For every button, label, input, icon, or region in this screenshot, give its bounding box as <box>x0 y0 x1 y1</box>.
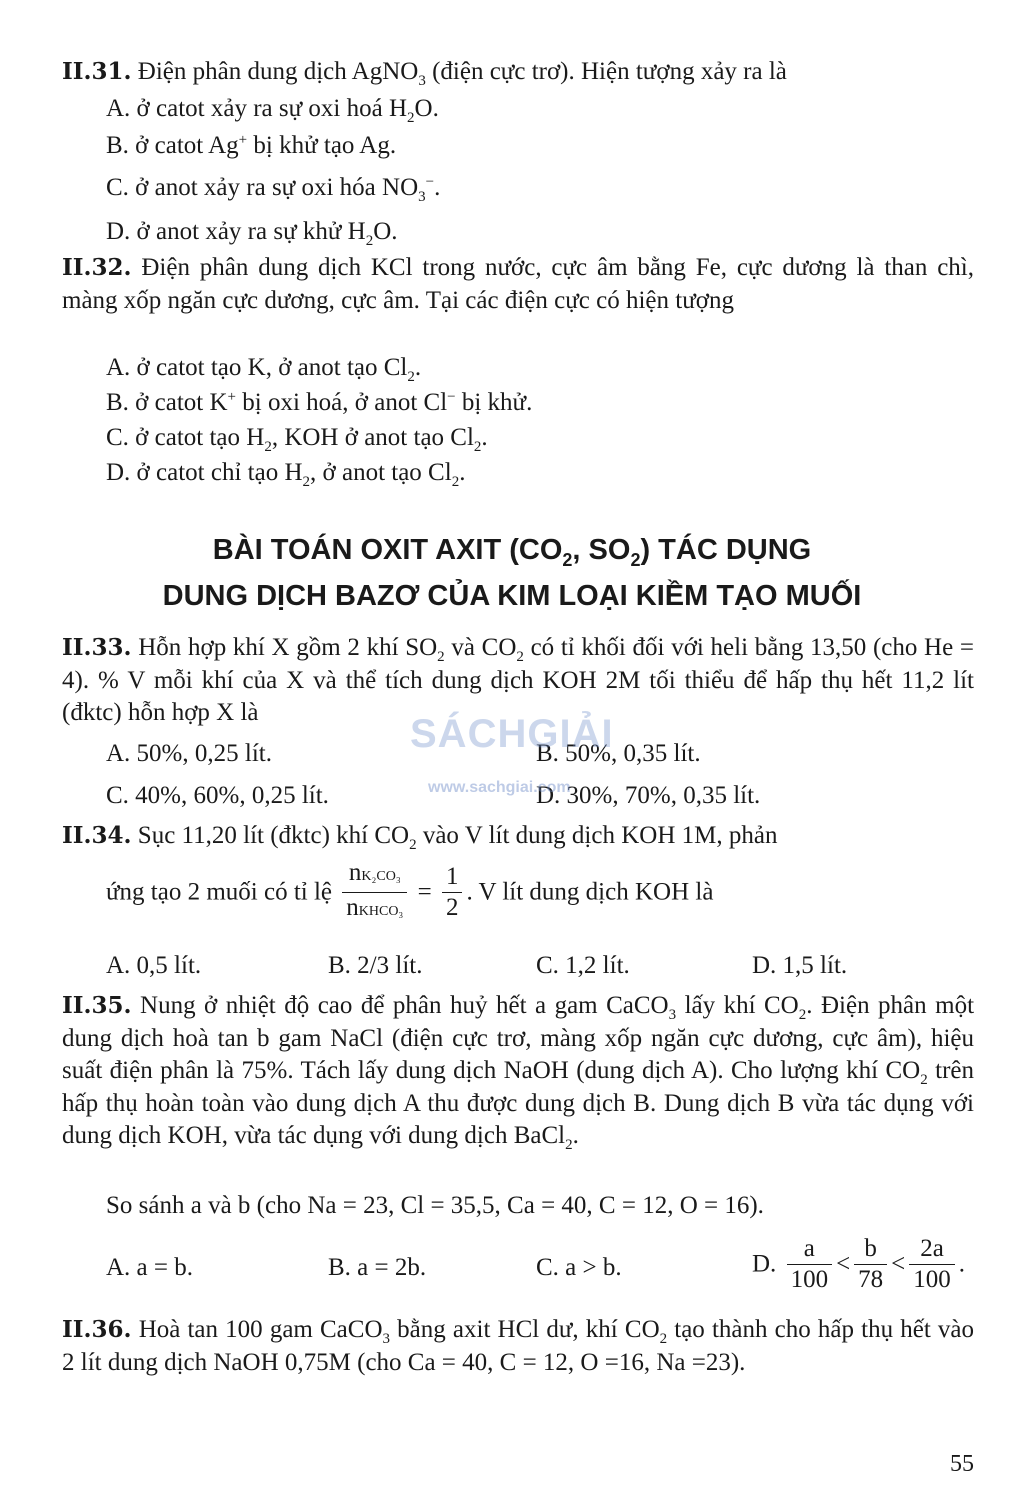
question-34 <box>62 820 974 853</box>
question-number: II.34. <box>62 822 132 849</box>
option-a: A. a = b. <box>106 1254 193 1281</box>
question-number: II.35. <box>62 992 132 1019</box>
question-number: II.33. <box>62 634 132 661</box>
question-stem: Điện phân dung dịch AgNO$_3$ (điện cực trơ). Hiện tượng xảy ra là <box>137 58 787 89</box>
question-stem: Hỗn hợp khí X gồm 2 khí $SO_2$ và $CO_2$ có tỉ khối đối với heli bằng 13,50 (cho He = 4). % V mỗi khí của X và thể tích dung dịch KOH 2M tối thiểu để hấp thụ hết 11,2 lít (đktc) hỗn hợp X là <box>62 634 974 726</box>
option-b: B. 2/3 lít. <box>328 952 423 979</box>
option-a: A. ở catot tạo K, ở anot tạo $Cl_2$. <box>106 354 422 385</box>
watermark-logo: SÁCHGIẢI <box>410 712 614 756</box>
question-stem: Nung ở nhiệt độ cao để phân huỷ hết a gam CaCO$_3$ lấy khí $CO_2$. Điện phân một dung dịch hoà tan b gam NaCl (điện cực trơ, màng xốp ngăn cực dương, cực âm), hiệu suất điện phân là 75%. Tách lấy dung dịch NaOH (dung dịch A). Cho lượng khí $CO_2$ trên hấp thụ hoàn toàn vào dung dịch A thu được dung dịch B. Dung dịch B vừa tác dụng với dung dịch KOH, vừa tác dụng với dung dịch BaCl$_2$. <box>62 992 975 1153</box>
question-number: II.31. <box>62 58 132 85</box>
option-c: C. 40%, 60%, 0,25 lít. <box>106 782 329 809</box>
option-a: A. ở catot xảy ra sự oxi hoá $H_2O$. <box>106 95 439 126</box>
option-c: C. ở anot xảy ra sự oxi hóa $NO_3^-$. <box>106 174 441 205</box>
option-d: D. 1,5 lít. <box>752 952 848 979</box>
section-heading-line-1: BÀI TOÁN OXIT AXIT ($CO_2$, $SO_2$) TÁC DỤNG <box>212 534 812 570</box>
option-b: B. ở catot Ag+ bị khử tạo Ag. <box>106 132 397 159</box>
question-stem: Sục 11,20 lít (đktc) khí $CO_2$ vào V lít dung dịch KOH 1M, phản <box>131 822 778 853</box>
question-number: II.32. <box>62 254 132 281</box>
option-d: D. $\frac{a}{100}$ < $\frac{b}{78}$ < $\frac{2a}{100}$ . <box>752 1235 966 1293</box>
option-b: B. ở catot K+ bị oxi hoá, ở anot Cl− bị khử. <box>106 389 533 416</box>
option-d: D. ở catot chỉ tạo $H_2$, ở anot tạo $Cl_2$. <box>106 459 466 490</box>
question-number: II.36. <box>62 1316 132 1343</box>
question-stem: Điện phân dung dịch KCl trong nước, cực âm bằng Fe, cực dương là than chì, màng xốp ngăn cực dương, cực âm. Tại các điện cực có hiện tượng <box>62 254 974 314</box>
option-d: D. 30%, 70%, 0,35 lít. <box>536 782 761 809</box>
question-31 <box>62 56 974 89</box>
option-b: B. 50%, 0,35 lít. <box>536 740 701 767</box>
section-heading-line-2: DUNG DỊCH BAZƠ CỦA KIM LOẠI KIỀM TẠO MUỐI <box>162 580 862 612</box>
one-half-fraction: $\frac{1}{2}$ <box>442 862 463 923</box>
watermark-url: www.sachgiai.com <box>428 779 571 796</box>
ratio-fraction: $\frac{\text{nK₂CO₃}}{\text{nKHCO₃}}$ <box>342 858 407 927</box>
page-number: 55 <box>950 1451 974 1477</box>
question-stem: Hoà tan 100 gam CaCO$_3$ bằng axit HCl dư, khí $CO_2$ tạo thành cho hấp thụ hết vào 2 lít dung dịch NaOH 0,75M (cho Ca = 40, C = 12, O =16, Na =23). <box>62 1316 975 1376</box>
question-32 <box>62 252 974 317</box>
question-36 <box>62 1314 974 1379</box>
option-d: D. ở anot xảy ra sự khử $H_2O$. <box>106 218 398 249</box>
option-c: C. ở catot tạo $H_2$, KOH ở anot tạo $Cl_2$. <box>106 424 488 455</box>
option-b: B. a = 2b. <box>328 1254 427 1281</box>
question-34-ratio-line: ứng tạo 2 muối có tỉ lệ $\frac{\text{nK₂CO₃}}{\text{nKHCO₃}}$ = $\frac{1}{2}$ . V lít dung dịch KOH là <box>106 858 713 927</box>
option-c: C. a > b. <box>536 1254 622 1281</box>
option-a: A. 50%, 0,25 lít. <box>106 740 272 767</box>
question-35 <box>62 990 974 1153</box>
question-35-constants: So sánh a và b (cho Na = 23, Cl = 35,5, Ca = 40, C = 12, O = 16). <box>106 1192 764 1219</box>
option-c: C. 1,2 lít. <box>536 952 630 979</box>
option-a: A. 0,5 lít. <box>106 952 202 979</box>
